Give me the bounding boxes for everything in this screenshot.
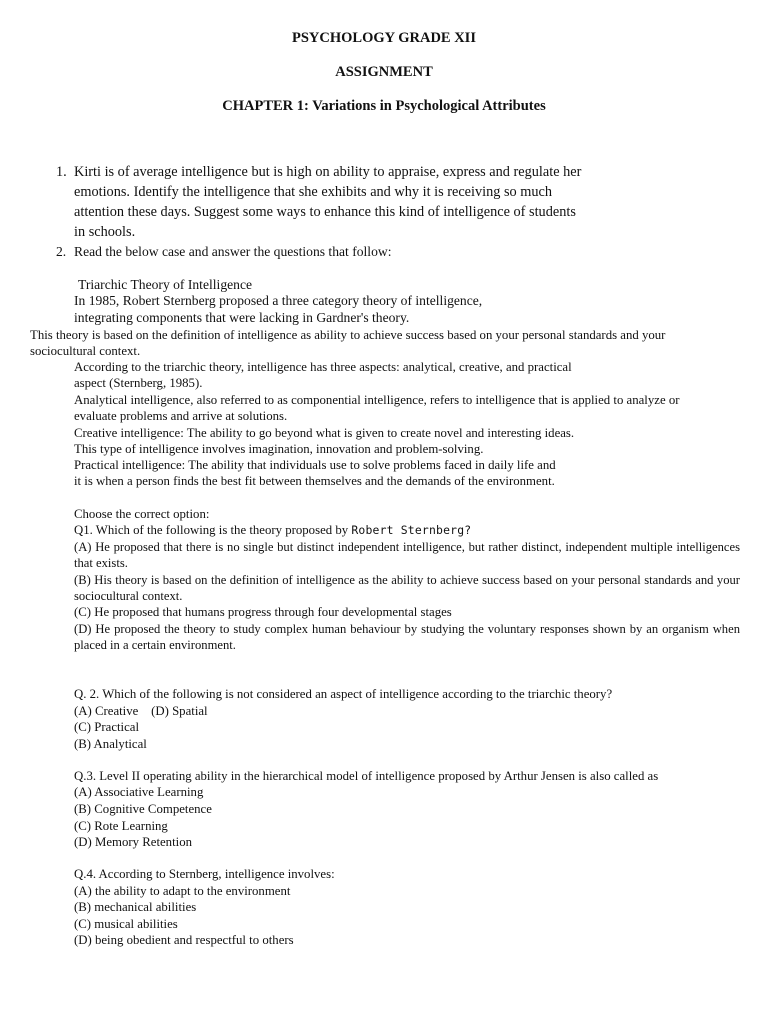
- mcq-q4-option: (C) musical abilities: [74, 917, 178, 931]
- case-line: integrating components that were lacking in Gardner's theory.: [74, 310, 410, 325]
- case-line: Practical intelligence: The ability that individuals use to solve problems faced in daily life and: [74, 458, 556, 472]
- mcq-q4-option: (A) the ability to adapt to the environment: [74, 884, 291, 898]
- mcq-q2-option: (A) Creative (D) Spatial: [74, 704, 208, 718]
- case-line: it is when a person finds the best fit between themselves and the demands of the environment.: [74, 474, 555, 488]
- mcq-q1-option-d: (D) He proposed the theory to study complex human behaviour by studying the voluntary responses shown by an organism when placed in a certain environment.: [74, 622, 740, 653]
- question-number: 1.: [56, 164, 67, 180]
- case-line: This type of intelligence involves imagination, innovation and problem-solving.: [74, 442, 484, 456]
- question-number: 2.: [56, 244, 67, 259]
- question-2-text: Read the below case and answer the questions that follow:: [74, 244, 392, 259]
- chapter-heading: CHAPTER 1: Variations in Psychological Attributes: [222, 98, 546, 114]
- case-line: sociocultural context.: [30, 344, 141, 358]
- question-1-line-2: emotions. Identify the intelligence that she exhibits and why it is receiving so much: [74, 184, 553, 200]
- mcq-q1-option-b: (B) His theory is based on the definition of intelligence as the ability to achieve success based on your personal standards and your sociocultural context.: [74, 573, 740, 604]
- case-title: Triarchic Theory of Intelligence: [78, 277, 253, 292]
- question-1: [56, 162, 581, 182]
- mcq-question-4: Q.4. According to Sternberg, intelligence involves:: [74, 867, 335, 881]
- mcq-instruction: Choose the correct option:: [74, 507, 210, 521]
- question-1-line-4: in schools.: [74, 224, 136, 240]
- case-line: evaluate problems and arrive at solutions.: [74, 409, 288, 423]
- case-line: Analytical intelligence, also referred to as componential intelligence, refers to intelligence that is applied to analyze or: [74, 393, 680, 407]
- mcq-q1-option-a: (A) He proposed that there is no single but distinct independent intelligence, but rather distinct, independent multiple intelligences that exists.: [74, 540, 740, 571]
- question-2: [56, 244, 391, 260]
- mcq-q3-option: (C) Rote Learning: [74, 819, 168, 833]
- case-line: Creative intelligence: The ability to go beyond what is given to create novel and interesting ideas.: [74, 426, 575, 440]
- mcq-question-2: Q. 2. Which of the following is not considered an aspect of intelligence according to the triarchic theory?: [74, 687, 613, 701]
- mcq-question-3: Q.3. Level II operating ability in the hierarchical model of intelligence proposed by Arthur Jensen is also called as: [74, 769, 659, 783]
- question-1-line-3: attention these days. Suggest some ways to enhance this kind of intelligence of students: [74, 204, 576, 220]
- mcq-q4-option: (D) being obedient and respectful to others: [74, 933, 294, 947]
- mcq-q1-option-c: (C) He proposed that humans progress through four developmental stages: [74, 605, 452, 619]
- question-1-line-1: Kirti is of average intelligence but is high on ability to appraise, express and regulate her: [74, 164, 582, 180]
- mcq-q2-option: (C) Practical: [74, 720, 140, 734]
- mcq-q4-option: (B) mechanical abilities: [74, 900, 197, 914]
- mcq-q3-option: (D) Memory Retention: [74, 835, 192, 849]
- case-line: This theory is based on the definition of intelligence as ability to achieve success based on your personal standards and your: [30, 328, 666, 342]
- case-line: aspect (Sternberg, 1985).: [74, 376, 203, 390]
- assignment-heading: ASSIGNMENT: [335, 64, 433, 80]
- mcq-q3-option: (A) Associative Learning: [74, 785, 204, 799]
- mcq-q3-option: (B) Cognitive Competence: [74, 802, 212, 816]
- mcq-q2-option: (B) Analytical: [74, 737, 147, 751]
- page-title: PSYCHOLOGY GRADE XII: [292, 30, 476, 46]
- case-line: In 1985, Robert Sternberg proposed a three category theory of intelligence,: [74, 293, 483, 308]
- mcq-question-1-text: Q1. Which of the following is the theory proposed by: [74, 523, 352, 537]
- mcq-question-1: [74, 522, 471, 538]
- theorist-name: Robert Sternberg?: [351, 523, 472, 537]
- case-line: According to the triarchic theory, intelligence has three aspects: analytical, creative, and practical: [74, 360, 572, 374]
